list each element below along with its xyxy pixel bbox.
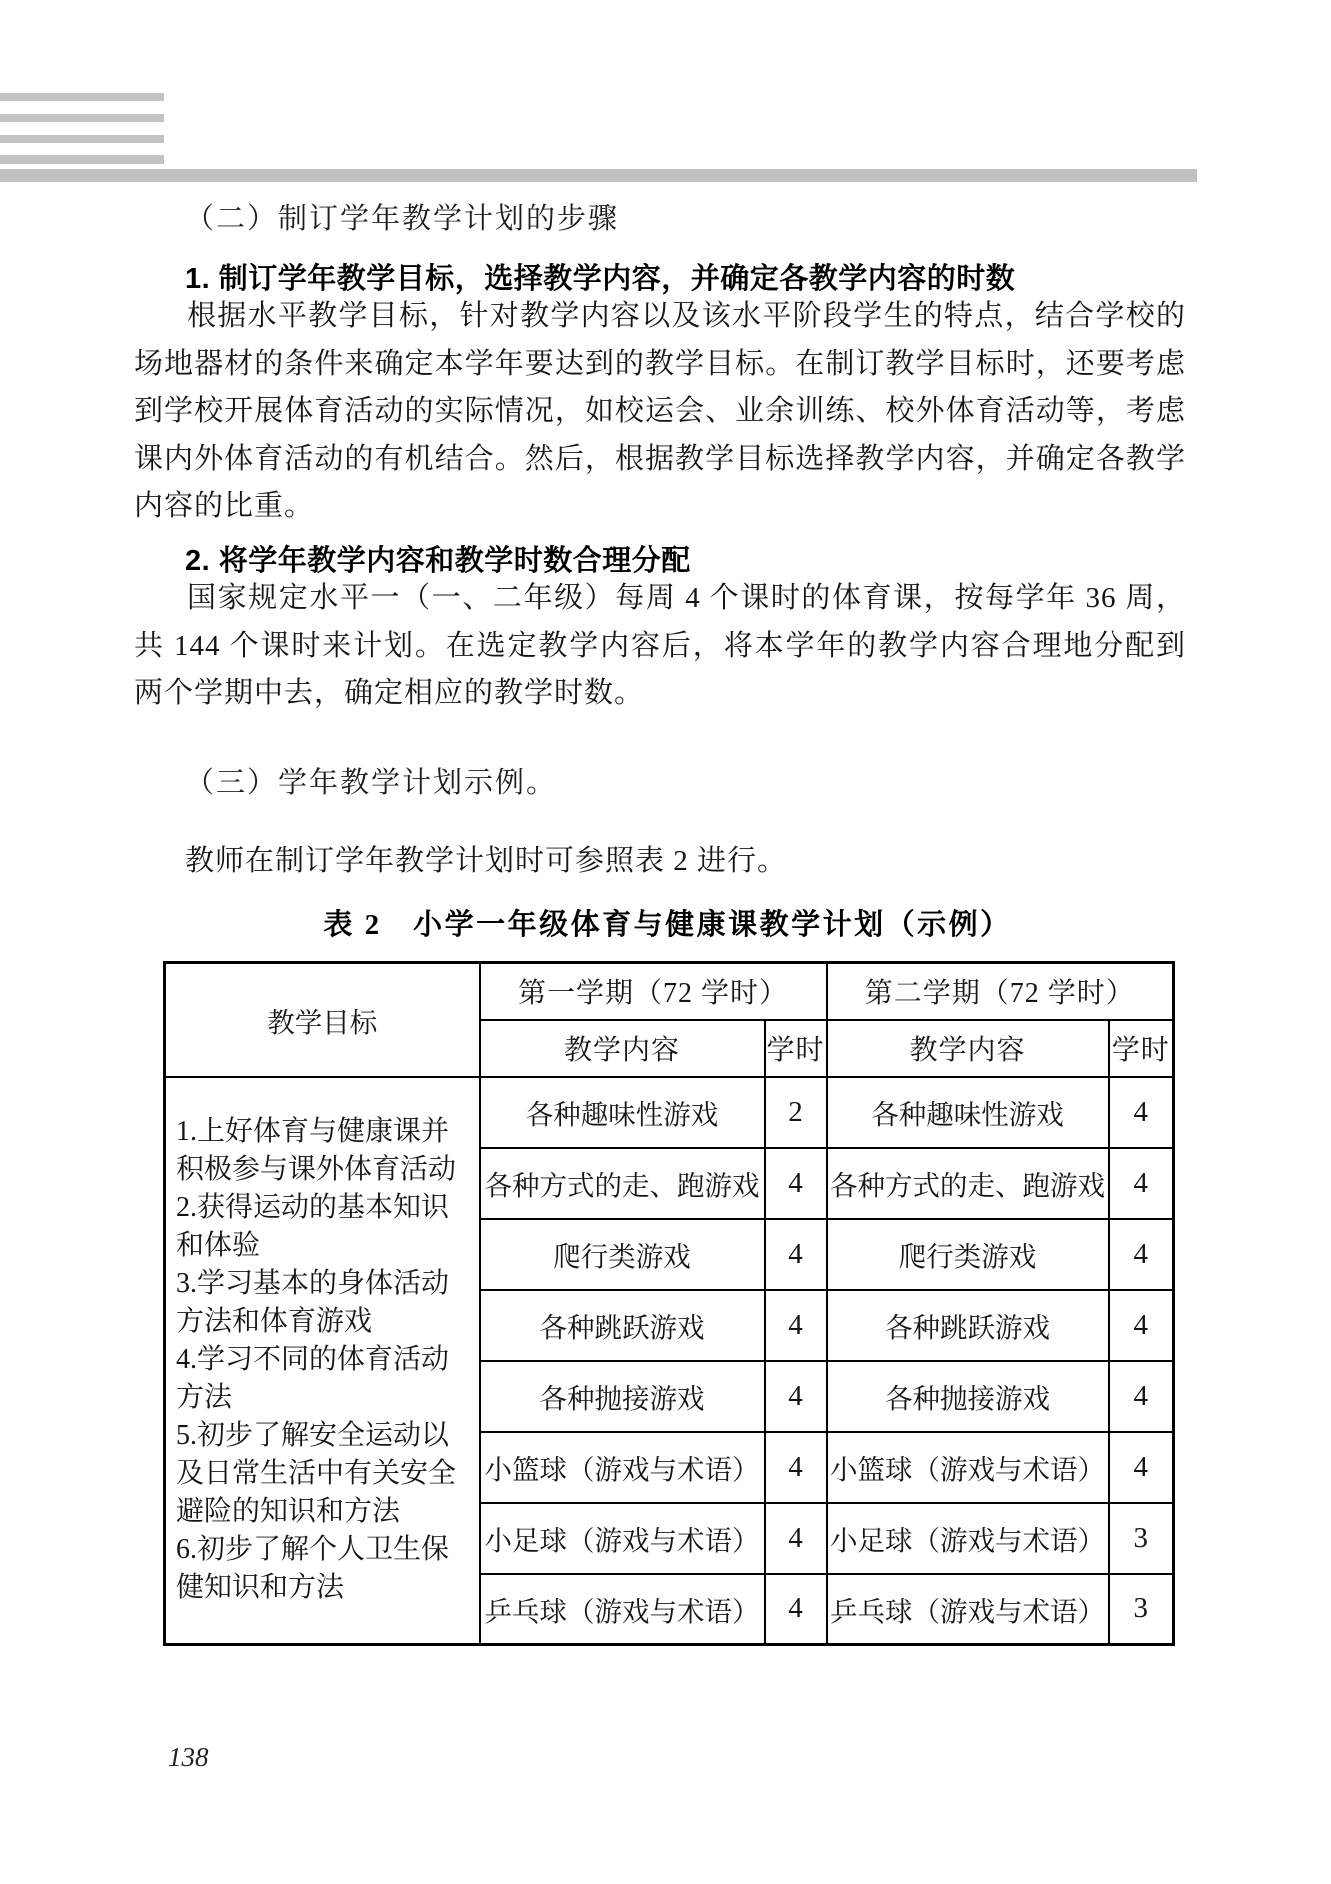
- objective-item: 4.学习不同的体育活动方法: [176, 1344, 450, 1414]
- content-cell: 爬行类游戏: [480, 1219, 765, 1290]
- hours-cell: 4: [765, 1432, 827, 1503]
- hours-cell: 4: [1109, 1290, 1174, 1361]
- table-caption: 表 2 小学一年级体育与健康课教学计划（示例）: [323, 909, 1012, 941]
- decor-header-rule: [0, 169, 1197, 182]
- content-header-cell-sem2: 教学内容: [827, 1020, 1109, 1077]
- content-cell: 乒乓球（游戏与术语）: [480, 1574, 765, 1645]
- objective-item: 2.获得运动的基本知识和体验: [176, 1192, 450, 1262]
- content-cell: 小篮球（游戏与术语）: [827, 1432, 1109, 1503]
- paragraph-1: 根据水平教学目标，针对教学内容以及该水平阶段学生的特点，结合学校的场地器材的条件来确定本学年要达到的教学目标。在制订教学目标时，还要考虑到学校开展体育活动的实际情况，如校运会、业余训练、校外体育活动等，考虑课内外体育活动的有机结合。然后，根据教学目标选择教学内容，并确定各教学内容的比重。: [134, 300, 1186, 522]
- paragraph-3: 教师在制订学年教学计划时可参照表 2 进行。: [185, 845, 788, 877]
- page-number: 138: [168, 1742, 209, 1772]
- content-cell: 各种趣味性游戏: [827, 1077, 1109, 1148]
- hours-cell: 4: [1109, 1432, 1174, 1503]
- objective-item: 5.初步了解安全运动以及日常生活中有关安全避险的知识和方法: [176, 1420, 457, 1528]
- section-heading-2: （二）制订学年教学计划的步骤: [185, 203, 620, 235]
- content-cell: 小篮球（游戏与术语）: [480, 1432, 765, 1503]
- hours-cell: 4: [1109, 1077, 1174, 1148]
- teaching-plan-table: [163, 961, 1175, 1646]
- hours-cell: 3: [1109, 1503, 1174, 1574]
- content-cell: 各种抛接游戏: [480, 1361, 765, 1432]
- content-cell: 小足球（游戏与术语）: [480, 1503, 765, 1574]
- hours-cell: 2: [765, 1077, 827, 1148]
- hours-cell: 4: [765, 1574, 827, 1645]
- hours-cell: 4: [765, 1503, 827, 1574]
- decor-bar-4: [0, 155, 164, 164]
- content-cell: 乒乓球（游戏与术语）: [827, 1574, 1109, 1645]
- semester1-header-cell: 第一学期（72 学时）: [480, 963, 827, 1020]
- hours-cell: 4: [1109, 1361, 1174, 1432]
- content-header-cell-sem1: 教学内容: [480, 1020, 765, 1077]
- content-cell: 各种跳跃游戏: [480, 1290, 765, 1361]
- content-cell: 爬行类游戏: [827, 1219, 1109, 1290]
- objectives-cell: [165, 1077, 480, 1645]
- objective-item: 3.学习基本的身体活动方法和体育游戏: [176, 1268, 450, 1338]
- decor-bar-2: [0, 114, 164, 122]
- hours-cell: 4: [765, 1219, 827, 1290]
- semester2-header-cell: 第二学期（72 学时）: [827, 963, 1174, 1020]
- content-cell: 各种趣味性游戏: [480, 1077, 765, 1148]
- objective-item: 1.上好体育与健康课并积极参与课外体育活动: [176, 1116, 457, 1186]
- decor-bar-3: [0, 135, 164, 143]
- hours-cell: 4: [765, 1290, 827, 1361]
- objective-item: 6.初步了解个人卫生保健知识和方法: [176, 1534, 450, 1604]
- content-cell: 各种抛接游戏: [827, 1361, 1109, 1432]
- item2-heading: 2. 将学年教学内容和教学时数合理分配: [185, 545, 691, 577]
- hours-cell: 4: [765, 1361, 827, 1432]
- content-cell: 小足球（游戏与术语）: [827, 1503, 1109, 1574]
- decor-bar-1: [0, 93, 164, 101]
- objectives-header-cell: 教学目标: [165, 963, 480, 1077]
- section-heading-3: （三）学年教学计划示例。: [185, 767, 558, 799]
- hours-cell: 3: [1109, 1574, 1174, 1645]
- hours-cell: 4: [1109, 1219, 1174, 1290]
- content-cell: 各种跳跃游戏: [827, 1290, 1109, 1361]
- hours-header-cell-sem1: 学时: [765, 1020, 827, 1077]
- content-cell: 各种方式的走、跑游戏: [480, 1148, 765, 1219]
- content-cell: 各种方式的走、跑游戏: [827, 1148, 1109, 1219]
- hours-cell: 4: [1109, 1148, 1174, 1219]
- hours-header-cell-sem2: 学时: [1109, 1020, 1174, 1077]
- paragraph-2: 国家规定水平一（一、二年级）每周 4 个课时的体育课，按每学年 36 周，共 144 个课时来计划。在选定教学内容后，将本学年的教学内容合理地分配到两个学期中去，确定相应的教学时数。: [134, 582, 1186, 709]
- hours-cell: 4: [765, 1148, 827, 1219]
- item1-heading: 1. 制订学年教学目标，选择教学内容，并确定各教学内容的时数: [185, 263, 1016, 295]
